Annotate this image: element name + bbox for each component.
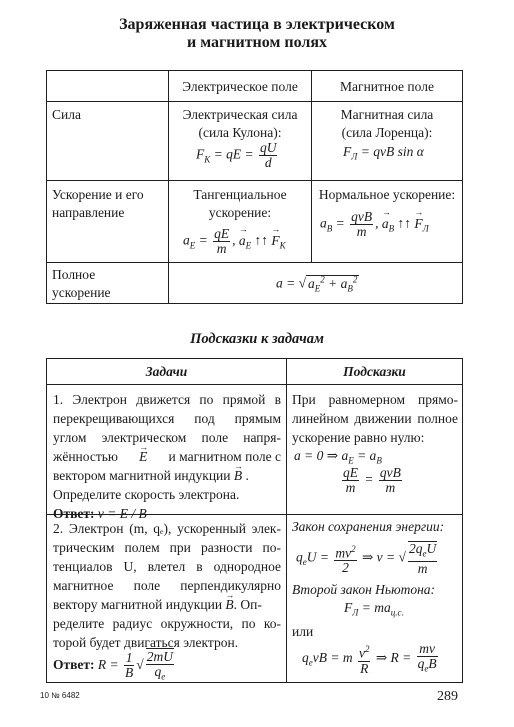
radius-formula: $q_evB = m$ $\frac{v^2}{R}$ ⇒ R = $\frac{mv}{q_eB}$ [302,641,437,676]
footer-code: 10 № 6482 [40,691,80,700]
normal-acceleration-title: Нормальное ускорение: [318,187,456,202]
task-2: 2. Электрон (m, qₑ), ускоренный элек- трическим полем при разности по- тенциалов U, влетел в однородное магнитное поле перпендикулярно вектору магнитной индукции → B. Оп- ределите радиус окружности, по ко- торой будет двигаться электрон. [53,519,281,652]
page-title-line1: Заряженная частица в электрическом [119,16,395,33]
coulomb-force-title: Электрическая сила (сила Кулона): [182,107,298,140]
header-electric-field: Электрическое поле [182,79,298,94]
task1-answer: v = E / B [97,506,147,521]
hints-heading: Подсказки к задачам [190,331,324,347]
header-magnetic-field: Магнитное поле [340,79,434,94]
lorentz-force-formula: $F_Л$ = qvB sin α [343,144,424,162]
task2-answer: Ответ: R = $\frac{1}{B}$ √ $\frac{2mU}{q_e}$ [53,649,173,682]
equal-accelerations-formula: $\frac{qE}{m}$ = $\frac{\text{qvB}}{m}$ [343,465,401,495]
row-label-total-acceleration: Полное ускорение [52,267,111,300]
newton-law-formula: $F_Л = ma_{ц.с.}$ [344,600,404,618]
answer-label: Ответ: [53,506,95,521]
zero-acceleration-formula: a = 0 ⇒ $a_E = a_B$ [294,448,382,466]
task-1: 1. Электрон движется по прямой в перекрещивающихся под прямым углом электрическом поле напря- жённостью → E и магнитном поле с вектором магнитной индукции → B . Определите скорость электрона. Ответ: v = E / B [53,390,281,523]
header-hints: Подсказки [343,364,406,379]
energy-conservation-formula: $q_eU$ = $\frac{mv^2}{2}$ ⇒ v = √ $\frac{2q_eU}{m}$ [296,541,437,576]
row-label-force: Сила [52,107,81,122]
tangential-acceleration-title: Тангенциальное ускорение: [193,187,287,220]
page-number: 289 [437,689,458,704]
or-label: или [292,624,314,639]
header-tasks: Задачи [145,364,188,379]
energy-conservation-label: Закон сохранения энергии: [292,519,445,534]
total-acceleration-formula: a = √ $a_E^2 + a_B^2$ [276,274,358,294]
page-title-line2: и магнитном полях [186,34,328,51]
hint-1: При равномерном прямо- линейном движении полное ускорение равно нулю: [292,392,458,445]
newton-law-label: Второй закон Ньютона: [292,582,436,597]
normal-acceleration-formula: $a_B$ = $\frac{\text{qvB}}{m}$ , → $a_B$ ↑↑ → $F_Л$ [320,210,429,239]
lorentz-force-title: Магнитная сила (сила Лоренца): [340,107,434,140]
row-label-acceleration: Ускорение и его направление [52,187,144,220]
coulomb-force-formula: $F_К$ = qE = $\frac{qU}{d}$ [196,140,277,170]
tangential-acceleration-formula: $a_E$ = $\frac{qE}{m}$ , → $a_E$ ↑↑ → $F_К$ [183,227,286,256]
